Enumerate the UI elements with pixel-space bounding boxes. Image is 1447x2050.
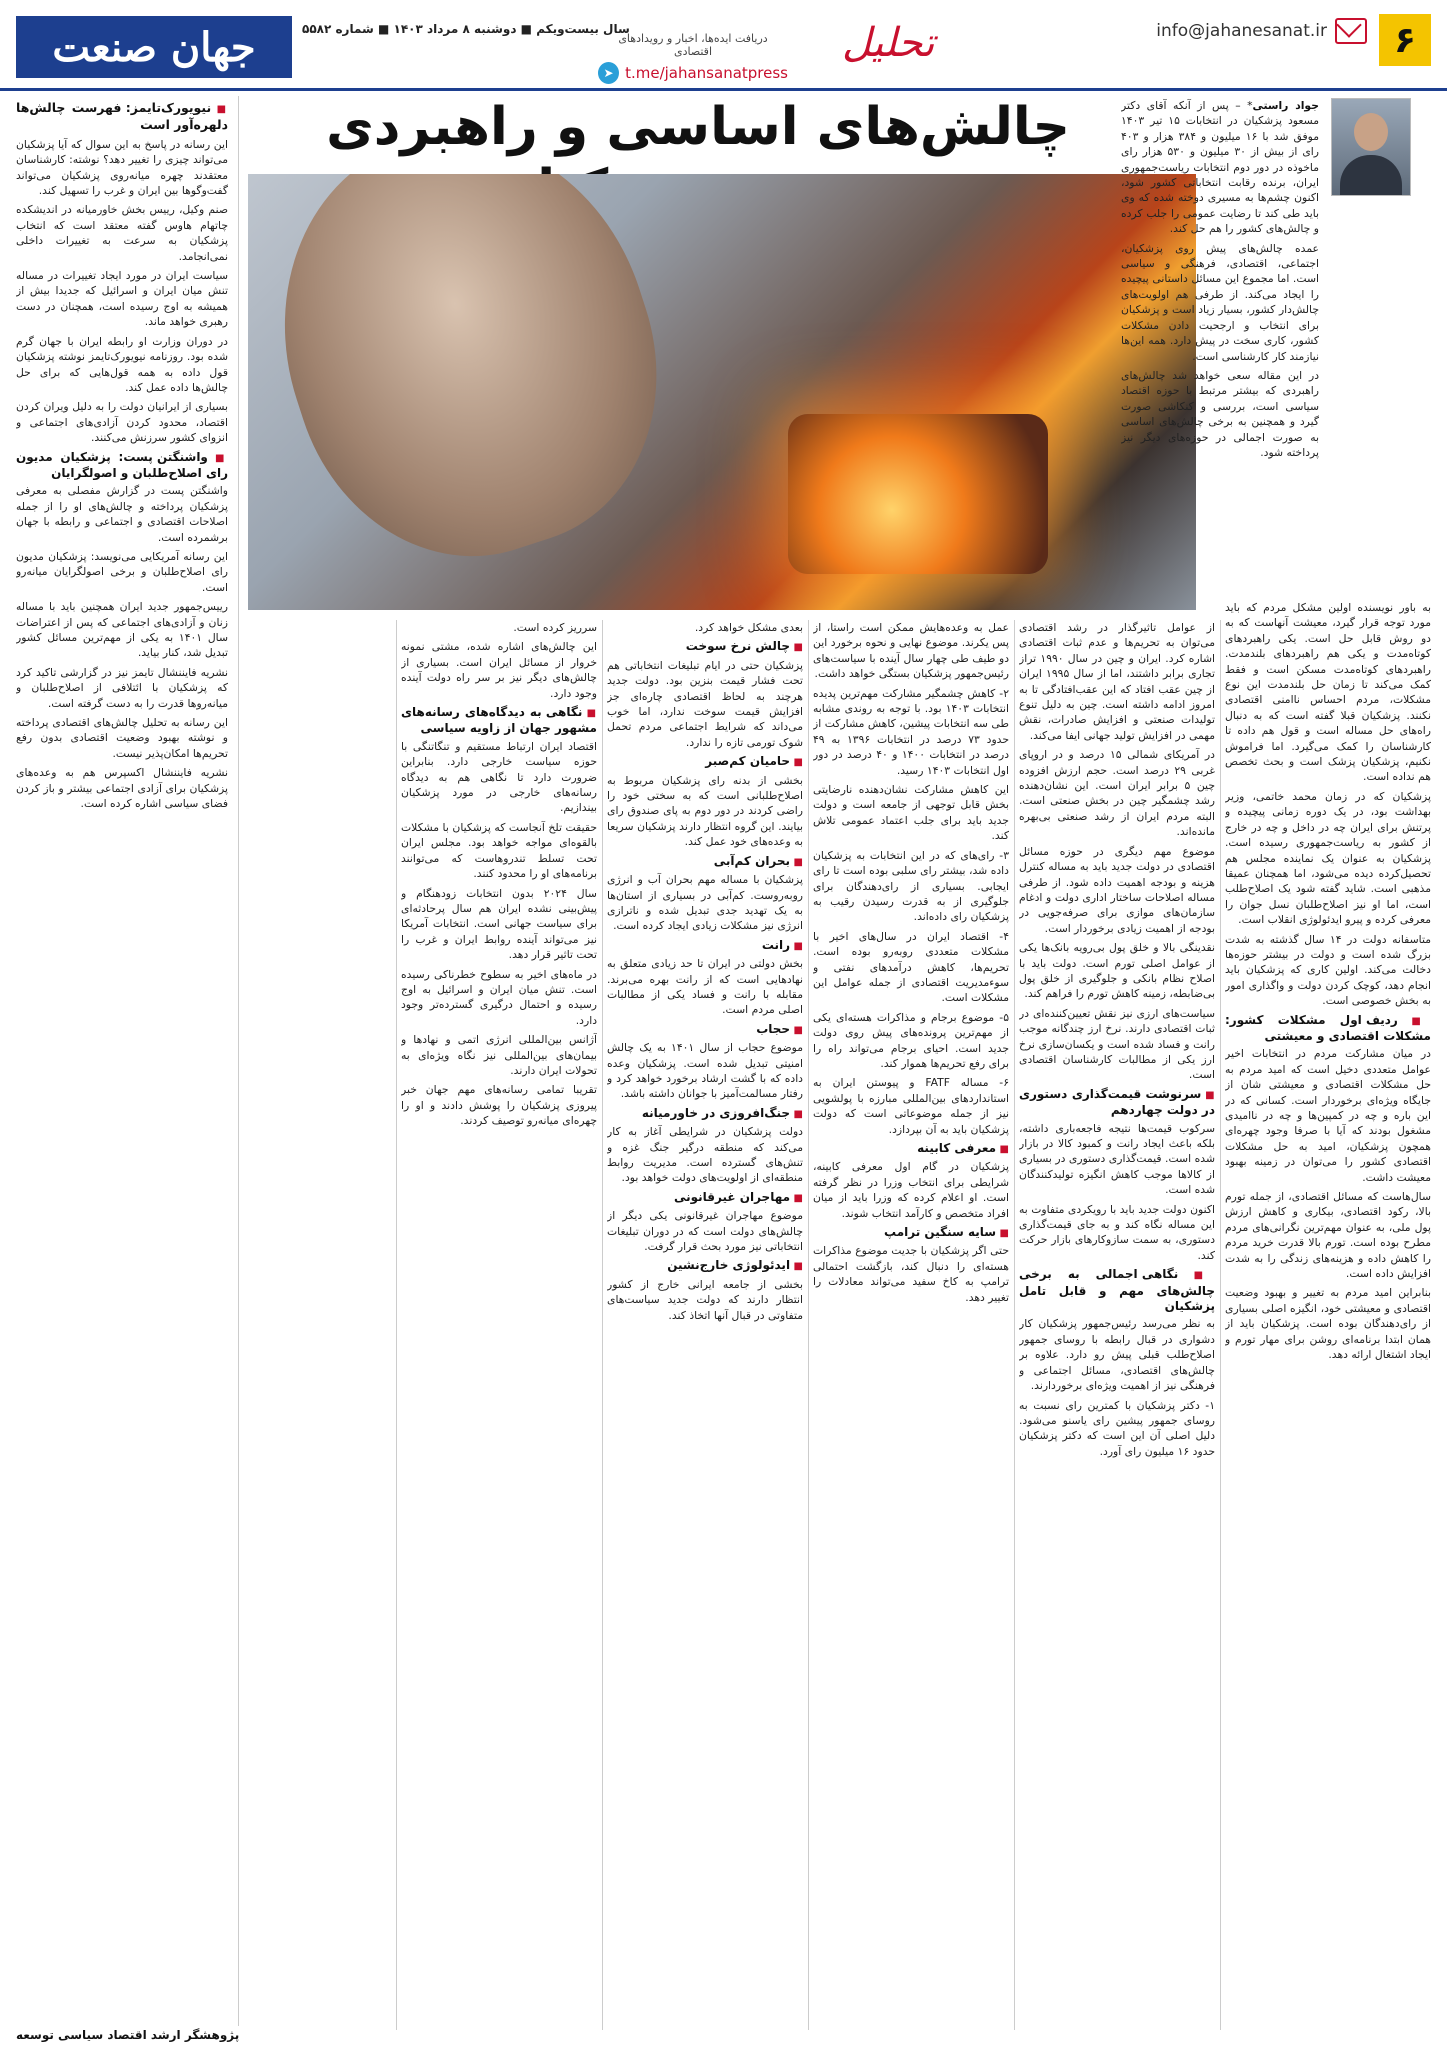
col4-paragraph: بخش دولتی در ایران تا حد زیادی متعلق به نهادهایی است که از رانت بهره می‌برند. مقابله با رانت و فساد یکی از مطالبات اصلی مردم است. (607, 957, 803, 1017)
col3-subheading: ■ معرفی کابینه (813, 1141, 1009, 1157)
col6-paragraph: نشریه فایننشال اکسپرس هم به وعده‌های پزشکیان برای آزادی اجتماعی بیشتر و باز کردن فضای سیاسی اشاره کرده است. (16, 766, 228, 811)
col6-paragraph: واشنگتن پست در گزارش مفصلی به معرفی پزشکیان پرداخته و چالش‌های او را از جمله اصلاحات اقتصادی و اجتماعی و رابطه با جهان برشمرده است. (16, 484, 228, 544)
col4-paragraph: دولت پزشکیان در شرایطی آغاز به کار می‌کند که منطقه درگیر جنگ غزه و تنش‌های گسترده است. مدیریت روابط منطقه‌ای از اولویت‌های دولت خواهد بود. (607, 1125, 803, 1185)
newspaper-logo[interactable]: جهان صنعت (16, 16, 292, 78)
col2-paragraph: سیاست‌های ارزی نیز نقش تعیین‌کننده‌ای در ثبات اقتصادی دارند. نرخ ارز چندگانه موجب رانت و فساد شده است و یکسان‌سازی نرخ ارز یکی از مطالبات کارشناسان اقتصادی است. (1019, 1006, 1215, 1082)
col5-paragraph: آژانس بین‌المللی انرژی اتمی و نهادها و بیمان‌های بین‌المللی نیز نگاه ویژه‌ای به تحولات ایران دارند. (401, 1033, 597, 1077)
col6-subheading: ■ واشنگتن پست: پزشکیان مدیون رای اصلاح‌طلبان و اصولگرایان (16, 450, 228, 482)
col4-subheading: ■ حامیان کم‌صبر (607, 754, 803, 770)
column-divider (602, 620, 603, 2030)
column-1-top-continued (1121, 210, 1431, 590)
telegram-url[interactable]: t.me/jahansanatpress (625, 64, 788, 82)
col4-subheading: ■ جنگ‌افروزی در خاورمیانه (607, 1106, 803, 1122)
col2-paragraph: به نظر می‌رسد رئیس‌جمهور پزشکیان کار دشواری در قبال رابطه با روسای جمهور اصلاح‌طلب قبلی پیش رو دارد. علاوه بر چالش‌های اقتصادی، مسائل اجتماعی و فرهنگی نیز از اهمیت ویژه‌ای برخوردارند. (1019, 1317, 1215, 1393)
col2-subheading: ■ سرنوشت قیمت‌گذاری دستوری در دولت چهاردهم (1019, 1087, 1215, 1119)
col6-paragraph: این رسانه به تحلیل چالش‌های اقتصادی پرداخته و نوشته بهبود وضعیت اقتصادی بدون رفع تحریم‌ها امکان‌پذیر نیست. (16, 716, 228, 760)
col5-paragraph: حقیقت تلخ آنجاست که پزشکیان با مشکلات بالقوه‌ای مواجه خواهد بود. مجلس ایران تحت تسلط تندروهاست که می‌توانند برنامه‌های او را محدود کنند. (401, 820, 597, 881)
column-5 (401, 620, 597, 2030)
column-divider (808, 620, 809, 2030)
email-address[interactable]: info@jahanesanat.ir (1156, 21, 1327, 41)
col1-paragraph: سال‌هاست که مسائل اقتصادی، از جمله تورم بالا، رکود اقتصادی، بیکاری و کاهش ارزش پول ملی، به عنوان مهم‌ترین نگرانی‌های مردم مطرح بوده است. تورم بالا قدرت خرید مردم را کاهش داده و هزینه‌های زندگی را به شدت افزایش داده است. (1225, 1190, 1431, 1281)
col3-subheading: ■ سایه سنگین ترامپ (813, 1225, 1009, 1241)
section-title: تحلیل (842, 20, 935, 66)
col2-paragraph: موضوع مهم دیگری در حوزه مسائل اقتصادی در دولت جدید باید به مساله کنترل هزینه و بودجه اهمیت داده شود. از طرفی مساله اصلاحات ساختار اداری دولت و ادغام سازمان‌های موازی برای صرفه‌جویی در بودجه از اهمیت زیادی برخوردار است. (1019, 844, 1215, 935)
issue-info: سال بیست‌ویکم ■ دوشنبه ۸ مرداد ۱۴۰۳ ■ شماره ۵۵۸۲ (302, 22, 630, 36)
col3-paragraph: این کاهش مشارکت نشان‌دهنده نارضایتی بخش قابل توجهی از جامعه است و دولت جدید باید برای جلب اعتماد عمومی تلاش کند. (813, 783, 1009, 843)
col5-paragraph: در ماه‌های اخیر به سطوح خطرناکی رسیده است. تنش میان ایران و اسرائیل به اوج رسیده و احتمال درگیری گسترده‌تر وجود دارد. (401, 967, 597, 1027)
column-3 (813, 620, 1009, 2030)
col5-paragraph: این چالش‌های اشاره شده، مشتی نمونه خروار از مسائل ایران است. بسیاری از چالش‌های دیگر نیز بر سر راه دولت آینده وجود دارد. (401, 640, 597, 700)
page-number: ۶ (1379, 14, 1431, 66)
telegram-icon: ➤ (598, 62, 619, 84)
col3-paragraph: ۴- اقتصاد ایران در سال‌های اخیر با مشکلات متعددی روبه‌رو بوده است. تحریم‌ها، کاهش درآمدهای نفتی و سوءمدیریت اقتصادی از جمله عوامل این مشکلات است. (813, 929, 1009, 1005)
col2-subheading: ■ نگاهی اجمالی به برخی چالش‌های مهم و قابل تامل پزشکیان (1019, 1267, 1215, 1314)
hero-image-puzzle (248, 174, 1196, 610)
col4-paragraph: موضوع مهاجران غیرقانونی یکی دیگر از چالش‌های دولت است که در دوران تبلیغات انتخاباتی نیز مورد بحث قرار گرفت. (607, 1209, 803, 1254)
col1-paragraph: عمده چالش‌های پیش روی پزشکیان، اجتماعی، اقتصادی، فرهنگی و سیاسی است. اما مجموع این مسائل داستانی پیچیده را ایجاد می‌کند. از طرفی هم اولویت‌های چالش‌دار کشور، بسیار زیاد است و پزشکیان برای انتخاب و ارجحیت دادن مشکلات کشور، کاری سخت در پیش دارد. همه این‌ها نیازمند کار کارشناسی است. (1121, 241, 1319, 363)
col4-subheading: ■ چالش نرخ سوخت (607, 639, 803, 655)
col4-subheading: ■ حجاب (607, 1022, 803, 1038)
col6-paragraph: در دوران وزارت او رابطه ایران با جهان گرم شده بود. روزنامه نیویورک‌تایمز نوشته پزشکیان قول داده به همه قول‌هایی که برای حل چالش‌ها داده عمل کند. (16, 334, 228, 394)
col2-paragraph: سرکوب قیمت‌ها نتیجه فاجعه‌باری داشته، بلکه باعث ایجاد رانت و کمبود کالا در بازار شده است. قیمت‌گذاری دستوری در بسیاری از کالاها موجب کاهش انگیزه تولیدکنندگان شده است. (1019, 1121, 1215, 1197)
col4-paragraph: بخشی از جامعه ایرانی خارج از کشور انتظار دارند که دولت جدید سیاست‌های متفاوتی در قبال آنها اتخاذ کند. (607, 1277, 803, 1322)
col5-paragraph: تقریبا تمامی رسانه‌های مهم جهان خبر پیروزی پزشکیان را پوشش دادند و او را چهره‌ای میانه‌رو توصیف کردند. (401, 1083, 597, 1128)
col2-paragraph: در آمریکای شمالی ۱۵ درصد و در اروپای غربی ۲۹ درصد است. حجم ارزش افزوده چین ۵ برابر ایران است. این نشان‌دهنده رشد چشمگیر چین در بخش صنعتی است. البته مردم ایران از رشد صنعتی بی‌بهره مانده‌اند. (1019, 748, 1215, 839)
col4-paragraph: موضوع حجاب از سال ۱۴۰۱ به یک چالش امنیتی تبدیل شده است. پزشکیان وعده داده که با گشت ارشاد برخورد خواهد کرد و رفتار مسالمت‌آمیز با جوانان داشته باشد. (607, 1041, 803, 1101)
col6-paragraph: بسیاری از ایرانیان دولت را به دلیل ویران کردن اقتصاد، محدود کردن آزادی‌های اجتماعی و انزوای کشور سرزنش می‌کنند. (16, 400, 228, 445)
col6-paragraph: نشریه فایننشال تایمز نیز در گزارشی تاکید کرد که پزشکیان با ائتلافی از اصلاح‌طلبان و میانه‌روها قدرت را به دست گرفته است. (16, 665, 228, 710)
mail-icon (1335, 18, 1367, 44)
col3-paragraph: حتی اگر پزشکیان با جدیت موضوع مذاکرات هسته‌ای را دنبال کند، بازگشت احتمالی ترامپ به کاخ سفید می‌تواند معادلات را تغییر دهد. (813, 1244, 1009, 1304)
column-1: جواد راستی* – پس از آنکه آقای دکتر مسعود پزشکیان در انتخابات ۱۵ تیر ۱۴۰۳ موفق شد با ۱۶ میلیون و ۳۸۴ هزار و ۴۰۳ رای از بیش از ۳۰ میلیون و ۵۳۰ هزار رای ماخوذه در دور دوم انتخابات ریاست‌جمهوری ایران، برنده رقابت انتخاباتی کشور شود، اکنون چشم‌ها به مسیری دوخته شده که وی باید طی کند تا رضایت عمومی را جلب کرده و چالش‌های کشور را هم حل کند. عمده چالش‌های پیش روی پزشکیان، اجتماعی، اقتصادی، فرهنگی و سیاسی است. اما مجموع این مسائل داستانی پیچیده را ایجاد می‌کند. از طرفی هم اولویت‌های چالش‌دار کشور، بسیار زیاد است و پزشکیان برای انتخاب و ارجحیت دادن مشکلات کشور، کاری سخت در پیش دارد. همه این‌ها نیازمند کار کارشناسی است. در این مقاله سعی خواهد شد چالش‌های راهبردی که بیشتر مرتبط با حوزه اقتصاد سیاسی است، بررسی و کنکاشی صورت گیرد و همچنین به برخی چالش‌های اساسی به صورت اجمالی در حوزه‌های دیگر نیز پرداخته شود. (1121, 99, 1319, 459)
col2-paragraph: از عوامل تاثیرگذار در رشد اقتصادی می‌توان به تحریم‌ها و عدم ثبات اقتصادی اشاره کرد. ایران و چین در سال ۱۹۹۰ تراز تجاری برابر داشتند، اما از سال ۱۹۹۵ ایران از چین عقب افتاد که این عقب‌افتادگی تا به امروز ادامه داشته است. چین به دلیل تنوع تولیدات صنعتی و افزایش صادرات، نقش مهمی در افزایش تولید جهانی ایفا می‌کند. (1019, 621, 1215, 742)
column-divider (396, 620, 397, 2030)
col5-paragraph: سال ۲۰۲۴ بدون انتخابات زودهنگام و پیش‌بینی نشده ایران هم سال پرحادثه‌ای برای سیاست جهانی است. انتخابات آمریکا نیز می‌تواند آینده روابط ایران و غرب را تحت تاثیر قرار دهد. (401, 886, 597, 962)
col1-paragraph: پزشکیان که در زمان محمد خاتمی، وزیر بهداشت بود، در یک دوره زمانی پیچیده و پرتنش برای ایران چه در داخل و چه در خارج از کشور به ریاست‌جمهوری رسیده است. پزشکیان به عنوان یک نماینده مجلس هم تحصیل‌کرده دیده می‌شود، اما همچنان عمیقا مذهبی است. شاید گفته شود یک اصلاح‌طلب است، اما او نیز اصلاح‌طلبان نسل جوان را معرفی کرده و پیرو ایدئولوژی انقلاب است. (1225, 789, 1431, 927)
col1-paragraph: به باور نویسنده اولین مشکل مردم که باید مورد توجه قرار گیرد، معیشت آنهاست که به دو روش قابل حل است. یکی راهبردهای کوتاه‌مدت و یکی هم راهبردهای بلندمدت. راهبردهای کوتاه‌مدت مسکن است و فقط کمک می‌کند تا زمان حل بلندمدت این نوع مشکلات، مردم احساس ناامنی اقتصادی نکنند. پزشکیان قبلا گفته است که به دنبال راه‌های حل مساله است و قول هم داده تا کارشناسان را کمک می‌گیرد. اما فراموش نکنیم، پزشکیان پزشک است و بحث تخصص هم نداده است. (1225, 601, 1431, 784)
column-divider (1014, 620, 1015, 2030)
col3-paragraph: ۵- موضوع برجام و مذاکرات هسته‌ای یکی از مهم‌ترین پرونده‌های پیش روی دولت جدید است. احیای برجام می‌تواند راه را برای رفع تحریم‌ها هموار کند. (813, 1010, 1009, 1070)
col6-paragraph: این رسانه در پاسخ به این سوال که آیا پزشکیان می‌تواند چیزی را تغییر دهد؟ نوشته: کارشناسان معتقدند چهره میانه‌روی پزشکیان می‌تواند گفت‌وگوها بین ایران و غرب را تسهیل کند. (16, 137, 228, 198)
telegram-note: دریافت ایده‌ها، اخبار و رویدادهای اقتصادی (618, 32, 768, 58)
lead-paragraph: پس از آنکه آقای دکتر مسعود پزشکیان در انتخابات ۱۵ تیر ۱۴۰۳ موفق شد با ۱۶ میلیون و ۳۸۴ هزار و ۴۰۳ رای از بیش از ۳۰ میلیون و ۵۳۰ هزار رای ماخوذه در دور دوم انتخابات ریاست‌جمهوری ایران، برنده رقابت انتخاباتی کشور شود، اکنون چشم‌ها به مسیری دوخته شده که وی باید طی کند تا رضایت عمومی را جلب کرده و چالش‌های کشور را هم حل کند. (1121, 99, 1319, 236)
col3-paragraph: پزشکیان در گام اول معرفی کابینه، شرایطی برای انتخاب وزرا در نظر گرفته است. او اعلام کرده که وزرا باید از میان افراد متخصص و کارآمد انتخاب شوند. (813, 1160, 1009, 1220)
col4-paragraph: پزشکیان با مساله مهم بحران آب و انرژی روبه‌روست. کم‌آبی در بسیاری از استان‌ها به یک تهدید جدی تبدیل شده و ناترازی انرژی نیز مشکلات زیادی ایجاد کرده است. (607, 873, 803, 933)
col1-paragraph: متاسفانه دولت در ۱۴ سال گذشته به شدت بزرگ شده است و دولت در بیشتر حوزه‌ها دخالت می‌کند. اولین کاری که پزشکیان باید انجام دهد، کوچک کردن دولت و واگذاری امور به بخش خصوصی است. (1225, 932, 1431, 1008)
headline: چالش‌های اساسی و راهبردی (326, 97, 1070, 157)
col6-paragraph: سیاست ایران در مورد ایجاد تغییرات در مساله تنش میان ایران و اسرائیل که جدیدا بیش از همیشه به اوج رسیده است، همچنان در دست رهبری خواهد ماند. (16, 269, 228, 329)
col4-subheading: ■ ایدئولوژی خارج‌نشین (607, 1258, 803, 1274)
col1-paragraph: در این مقاله سعی خواهد شد چالش‌های راهبردی که بیشتر مرتبط با حوزه اقتصاد سیاسی است، بررسی و کنکاشی صورت گیرد و همچنین به برخی چالش‌های اساسی به صورت اجمالی در حوزه‌های دیگر نیز پرداخته شود. (1121, 368, 1319, 459)
col1-subheading: ■ ردیف اول مشکلات کشور: مشکلات اقتصادی و معیشتی (1225, 1013, 1431, 1045)
col6-paragraph: رییس‌جمهور جدید ایران همچنین باید با مساله زنان و آزادی‌های اجتماعی که پس از اعتراضات سال ۱۴۰۱ به یکی از مهم‌ترین مسائل کشور تبدیل شد، کنار بیاید. (16, 600, 228, 660)
finger-shape (248, 174, 704, 599)
column-divider (1220, 620, 1221, 2030)
masthead (0, 0, 1447, 91)
col4-subheading: ■ مهاجران غیرقانونی (607, 1190, 803, 1206)
col3-paragraph: ۳- رای‌های که در این انتخابات به پزشکیان داده شد، بیشتر رای سلبی بوده است تا رای ایجابی. بسیاری از رای‌دهندگان برای جلوگیری از به قدرت رسیدن رقیب به پزشکیان رای داده‌اند. (813, 848, 1009, 924)
col2-paragraph: اکنون دولت جدید باید با رویکردی متفاوت به این مساله نگاه کند و به جای قیمت‌گذاری دستوری، به سمت سازوکارهای بازار حرکت کند. (1019, 1202, 1215, 1262)
col6-paragraph: این رسانه آمریکایی می‌نویسد: پزشکیان مدیون رای اصلاح‌طلبان و برخی اصولگرایان میانه‌رو است. (16, 549, 228, 594)
author-photo (1331, 98, 1411, 196)
column-6 (16, 100, 228, 2020)
col4-subheading: ■ بحران کم‌آبی (607, 854, 803, 870)
column-1-continued (1225, 600, 1431, 2020)
column-divider (238, 96, 239, 2026)
col4-paragraph: بخشی از بدنه رای پزشکیان مربوط به اصلاح‌طلبانی است که به سختی خود را راضی کردند در دور دوم به پای صندوق رای بیایند. این گروه انتظار دارند پزشکیان سریعا به وعده‌های خود عمل کند. (607, 773, 803, 849)
column-4 (607, 620, 803, 2030)
author-name: جواد راستی (1252, 99, 1319, 112)
col3-paragraph: ۲- کاهش چشمگیر مشارکت مهم‌ترین پدیده انتخابات ۱۴۰۳ بود. با توجه به روندی مشابه طی سه انتخابات پیشین، کاهش مشارکت از حدود ۷۳ درصد در انتخابات ۱۳۹۶ به ۴۹ درصد در انتخابات ۱۴۰۰ و ۴۰ درصد در دور اول انتخابات ۱۴۰۳ رسید. (813, 686, 1009, 777)
author-footnote: پژوهشگر ارشد اقتصاد سیاسی توسعه (16, 2028, 240, 2042)
col3-paragraph: عمل به وعده‌هایش ممکن است راستا، از پس یکرند. موضوع نهایی و نحوه برخورد این دو طیف طی چهار سال آینده با سیاست‌های رئیس‌جمهور پزشکیان بستگی خواهد داشت. (813, 621, 1009, 681)
col1-paragraph: بنابراین امید مردم به تغییر و بهبود وضعیت اقتصادی و معیشتی خود، انگیزه اصلی بسیاری از رای‌دهندگان بوده است. پزشکیان باید از همان ابتدا برنامه‌ای روشن برای مهار تورم و ایجاد اشتغال ارائه دهد. (1225, 1286, 1431, 1362)
col3-paragraph: ۶- مساله FATF و پیوستن ایران به استانداردهای بین‌المللی مبارزه با پولشویی نیز از جمله موضوعاتی است که دولت پزشکیان باید به آن بپردازد. (813, 1076, 1009, 1136)
col2-paragraph: ۱- دکتر پزشکیان با کمترین رای نسبت به روسای جمهور پیشین رای یاسنو می‌شود. دلیل اصلی آن این است که دکتر پزشکیان حدود ۱۶ میلیون رای آورد. (1019, 1398, 1215, 1458)
col6-heading: ■ نیویورک‌تایمز: فهرست چالش‌ها دلهره‌آور است (16, 100, 228, 133)
col5-subheading: ■ نگاهی به دیدگاه‌های رسانه‌های مشهور جهان از زاویه سیاسی (401, 705, 597, 737)
glowing-puzzle-piece (788, 414, 1048, 574)
email-block[interactable] (1156, 18, 1367, 44)
col1-paragraph: در میان مشارکت مردم در انتخابات اخیر عوامل متعددی دخیل است که امید مردم به حل مشکلات اقتصادی و معیشتی شان از جایگاه ویژه‌ای برخوردار است. کسانی که در این باره و چه در کمپین‌ها و چه در ناامیدی مشغول بودند که آیا با صرفا وجود چهره‌ای همچون پزشکیان، امید به حل مشکلات اقتصادی کشور را می‌توان در زمینه بهبود معیشت داشت. (1225, 1047, 1431, 1184)
col4-paragraph: بعدی مشکل خواهد کرد. (694, 621, 803, 634)
col6-paragraph: صنم وکیل، رییس بخش خاورمیانه در اندیشکده چاتهام هاوس گفته معتقد است که انتخاب پزشکیان به سرعت به تغییرات داخلی نمی‌انجامد. (16, 203, 228, 263)
column-2 (1019, 620, 1215, 2030)
telegram-link[interactable] (598, 62, 788, 84)
col5-paragraph: سرریز کرده است. (513, 621, 597, 634)
col4-paragraph: پزشکیان حتی در ایام تبلیغات انتخاباتی هم تحت فشار قیمت بنزین بود. دولت جدید هرچند به لحاظ اقتصادی چاره‌ای جز افزایش قیمت سوخت ندارد، اما خوب می‌داند که شرایط اجتماعی مردم تحمل شوک تورمی تازه را ندارد. (607, 658, 803, 749)
col4-subheading: ■ رانت (607, 938, 803, 954)
col2-paragraph: نقدینگی بالا و خلق پول بی‌رویه بانک‌ها یکی از عوامل اصلی تورم است. دولت باید با اصلاح نظام بانکی و جلوگیری از خلق پول بی‌ضابطه، زمینه کاهش تورم را فراهم کند. (1019, 941, 1215, 1001)
telegram-block[interactable] (598, 32, 788, 84)
col5-paragraph: اقتصاد ایران ارتباط مستقیم و تنگاتنگی با حوزه سیاست خارجی دارد. بنابراین ضرورت دارد تا نگاهی هم به دیدگاه رسانه‌های خارجی در مورد پزشکیان بیندازیم. (401, 739, 597, 815)
